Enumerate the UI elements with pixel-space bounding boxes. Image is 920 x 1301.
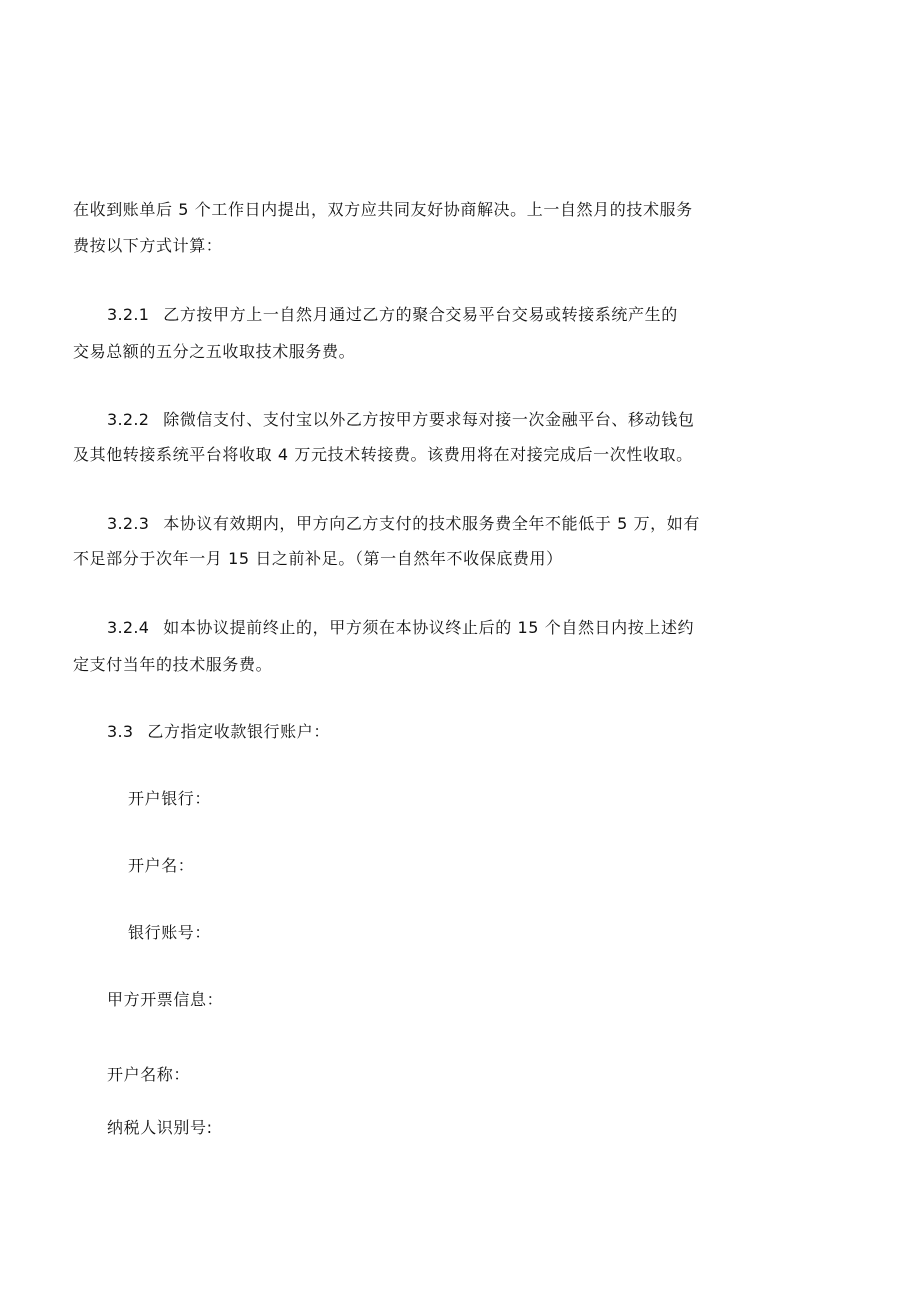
clause-3-2-3-line-2: 不足部分于次年一月 15 日之前补足。（第一自然年不收保底费用） <box>73 549 563 568</box>
account-holder-label: 开户名： <box>128 856 195 875</box>
clause-3-2-2-line-1 <box>107 409 694 431</box>
bank-name-label: 开户银行： <box>128 789 212 808</box>
clause-3-2-4-line-2: 定支付当年的技术服务费。 <box>73 655 273 674</box>
clause-3-2-2-line-2: 及其他转接系统平台将收取 4 万元技术转接费。该费用将在对接完成后一次性收取。 <box>73 445 693 464</box>
clause-number: 3.2.4 <box>107 618 150 637</box>
clause-number: 3.2.1 <box>107 305 150 324</box>
clause-number: 3.2.2 <box>107 410 150 429</box>
clause-text: 除微信支付、支付宝以外乙方按甲方要求每对接一次金融平台、移动钱包 <box>163 410 695 429</box>
section-title: 乙方指定收款银行账户： <box>147 722 330 741</box>
invoice-name-label: 开户名称： <box>107 1065 191 1084</box>
clause-3-2-4-line-1 <box>107 617 694 639</box>
intro-line-2: 费按以下方式计算： <box>73 236 223 255</box>
clause-text: 本协议有效期内，甲方向乙方支付的技术服务费全年不能低于 5 万，如有 <box>163 514 700 533</box>
section-3-3-heading <box>107 721 330 743</box>
account-number-label: 银行账号： <box>128 923 212 942</box>
clause-3-2-1-line-2: 交易总额的五分之五收取技术服务费。 <box>73 342 356 361</box>
taxpayer-id-label: 纳税人识别号: <box>107 1118 213 1137</box>
invoice-info-title: 甲方开票信息： <box>107 990 224 1009</box>
section-number: 3.3 <box>107 722 134 741</box>
clause-text: 乙方按甲方上一自然月通过乙方的聚合交易平台交易或转接系统产生的 <box>163 305 678 324</box>
clause-number: 3.2.3 <box>107 514 150 533</box>
clause-3-2-3-line-1 <box>107 513 700 535</box>
clause-text: 如本协议提前终止的，甲方须在本协议终止后的 15 个自然日内按上述约 <box>163 618 695 637</box>
intro-line-1: 在收到账单后 5 个工作日内提出，双方应共同友好协商解决。上一自然月的技术服务 <box>73 200 693 219</box>
clause-3-2-1-line-1 <box>107 304 678 326</box>
